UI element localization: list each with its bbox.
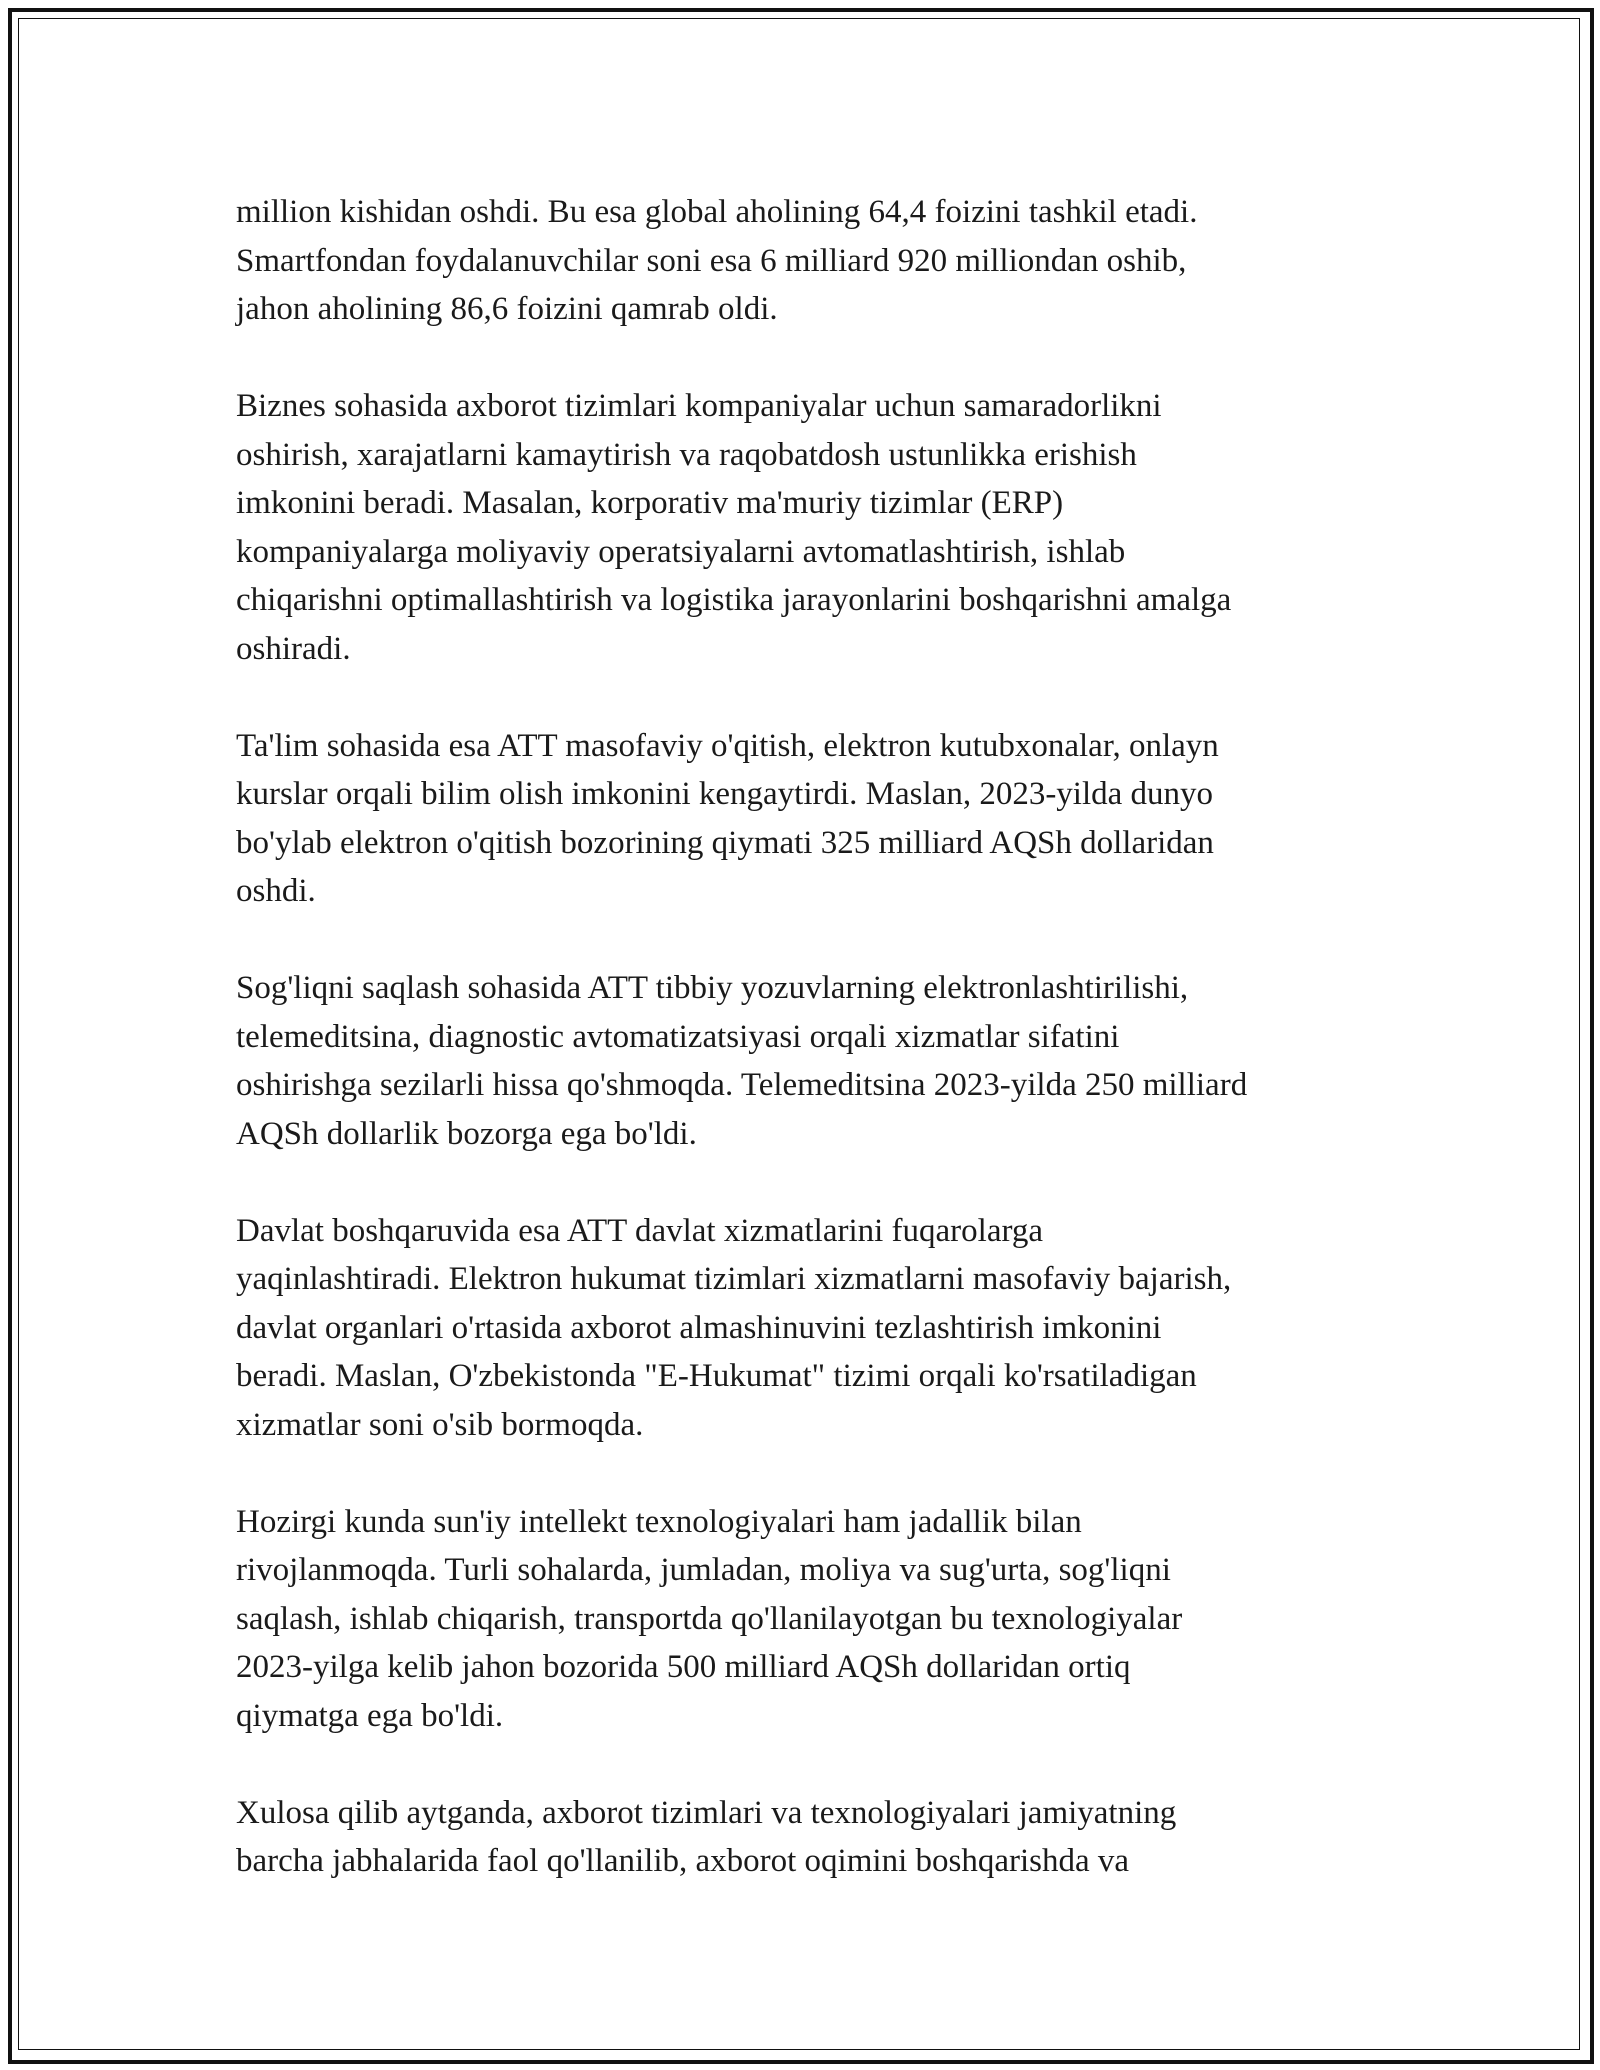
paragraph-conclusion: Xulosa qilib aytganda, axborot tizimlari va texnologiyalari jamiyatning barcha jabhalarida faol qo'llanilib, axborot oqimini boshqarishda va (236, 1794, 1177, 1879)
paragraph-artificial-intelligence: Hozirgi kunda sun'iy intellekt texnologiyalari ham jadallik bilan rivojlanmoqda. Turli sohalarda, jumladan, moliya va sug'urta, sog'liqni saqlash, ishlab chiqarish, transportda qo'llanilayotgan bu texnologiyalar 2023-yilga kelib jahon bozorida 500 milliard AQSh dollaridan ortiq qiymatga ega bo'ldi. (236, 1503, 1183, 1734)
paragraph-education: Ta'lim sohasida esa ATT masofaviy o'qitish, elektron kutubxonalar, onlayn kurslar orqali bilim olish imkonini kengaytirdi. Maslan, 2023-yilda dunyo bo'ylab elektron o'qitish bozorining qiymati 325 milliard AQSh dollaridan oshdi. (236, 727, 1219, 909)
paragraph-government: Davlat boshqaruvida esa ATT davlat xizmatlarini fuqarolarga yaqinlashtiradi. Elektron hukumat tizimlari xizmatlarni masofaviy bajarish, davlat organlari o'rtasida axborot almashinuvini tezlashtirish imkonini beradi. Maslan, O'zbekistonda "E-Hukumat" tizimi orqali ko'rsatiladigan xizmatlar soni o'sib bormoqda. (236, 1212, 1232, 1443)
paragraph-business: Biznes sohasida axborot tizimlari kompaniyalar uchun samaradorlikni oshirish, xarajatlarni kamaytirish va raqobatdosh ustunlikka erishish imkonini beradi. Masalan, korporativ ma'muriy tizimlar (ERP) kompaniyalarga moliyaviy operatsiyalarni avtomatlashtirish, ishlab chiqarishni optimallashtirish va logistika jarayonlarini boshqarishni amalga oshiradi. (236, 388, 1232, 667)
paragraph-healthcare: Sog'liqni saqlash sohasida ATT tibbiy yozuvlarning elektronlashtirilishi, telemeditsina, diagnostic avtomatizatsiyasi orqali xizmatlar sifatini oshirishga sezilarli hissa qo'shmoqda. Telemeditsina 2023-yilda 250 milliard AQSh dollarlik bozorga ega bo'ldi. (236, 970, 1248, 1152)
paragraph-internet-users: million kishidan oshdi. Bu esa global aholining 64,4 foizini tashkil etadi. Smartfondan foydalanuvchilar soni esa 6 milliard 920 milliondan oshib, jahon aholining 86,6 foizini qamrab oldi. (236, 194, 1198, 327)
document-body (236, 188, 1366, 1934)
